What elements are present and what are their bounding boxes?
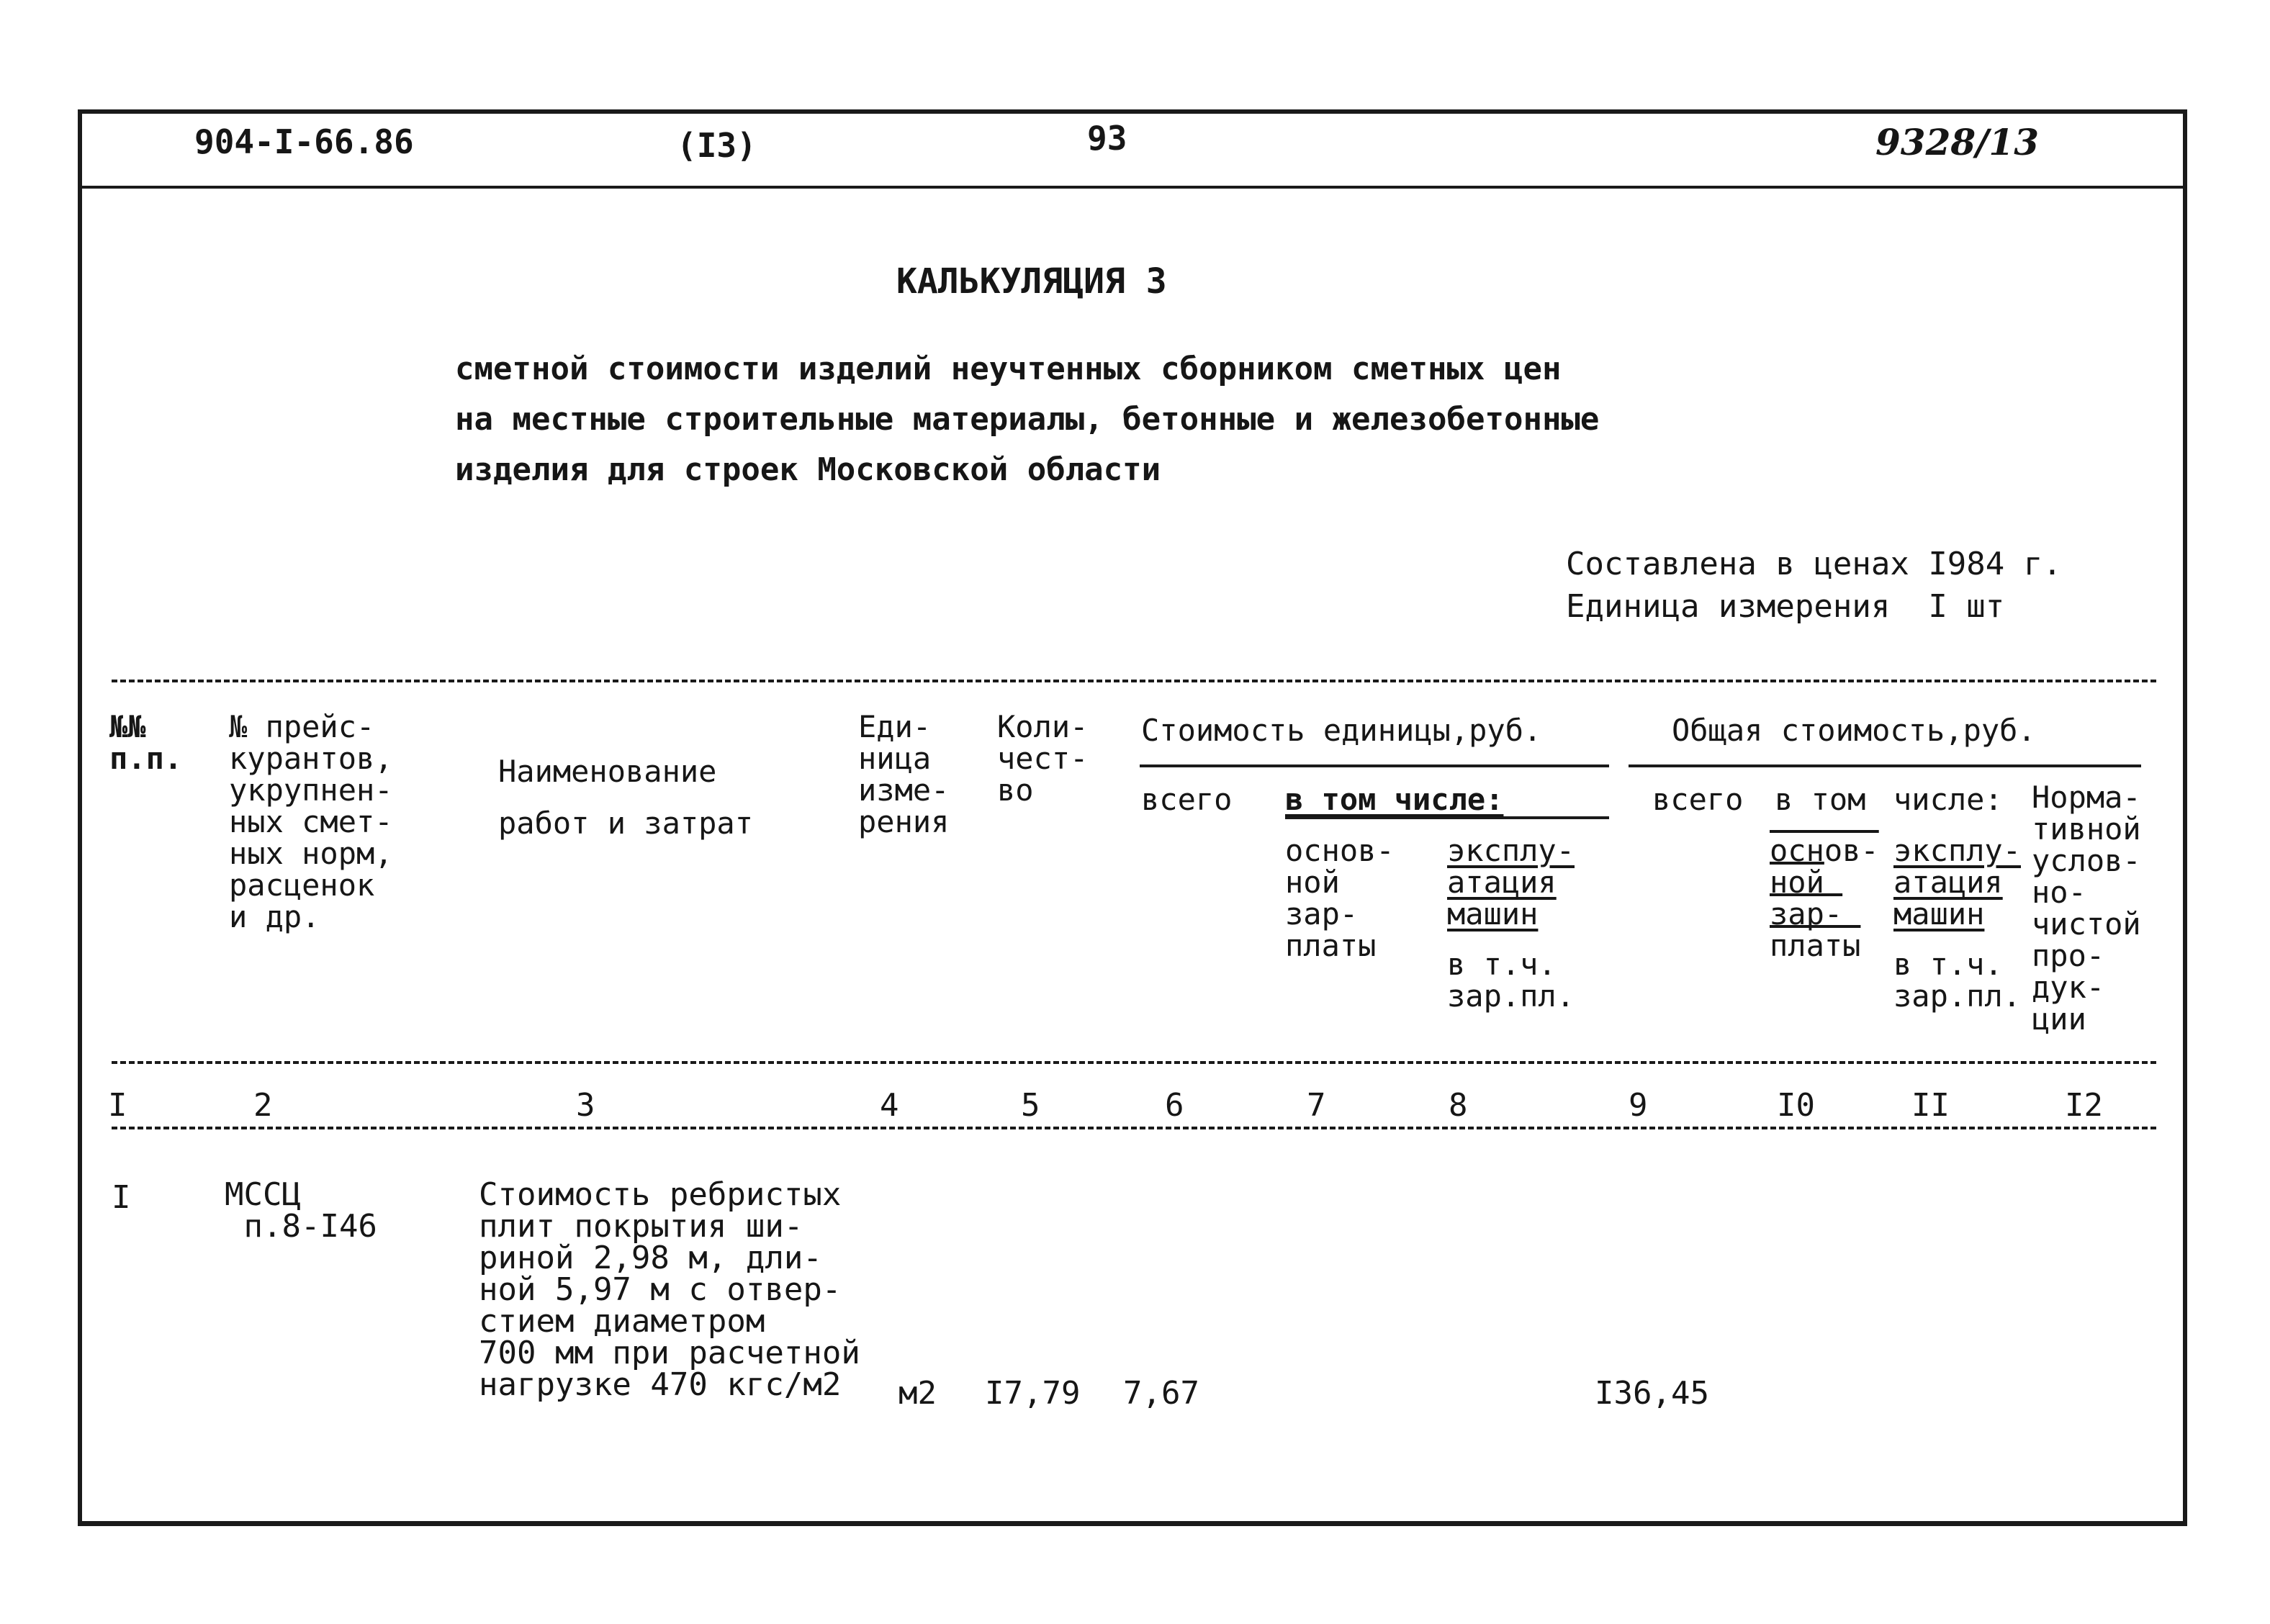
header-price-reference: № прейс- курантов, укрупнен- ных смет- ных норм, расценок и др. xyxy=(229,709,393,934)
column-number-6: 6 xyxy=(1165,1087,1184,1124)
inventory-number: 9328/13 xyxy=(1875,121,2040,163)
header-unit-cost-group: Стоимость единицы,руб. xyxy=(1141,713,1542,748)
document-code: 904-I-66.86 xyxy=(194,122,414,161)
row-1-number: I xyxy=(112,1179,131,1216)
header-row-number: №№ п.п. xyxy=(109,709,183,776)
sheet-reference: (I3) xyxy=(677,126,757,165)
row-1-grand-total: I36,45 xyxy=(1595,1375,1709,1412)
unit-cost-group-rule xyxy=(1140,764,1609,767)
column-number-8: 8 xyxy=(1449,1087,1468,1124)
document-frame xyxy=(78,109,2187,1526)
header-unit-base-wages: основ- ной зар- платы xyxy=(1285,833,1395,963)
header-bottom-rule xyxy=(112,1061,2156,1064)
column-number-11: II xyxy=(1911,1087,1950,1124)
header-quantity: Коли- чест- во xyxy=(997,709,1089,808)
column-number-3: 3 xyxy=(576,1087,595,1124)
column-number-12: I2 xyxy=(2065,1087,2103,1124)
header-unit-machines: эксплу- атация машин xyxy=(1447,833,1575,931)
document-description: сметной стоимости изделий неучтенных сборником сметных цен на местные строительные материалы, бетонные и железобетонные изделия для строек Московской области xyxy=(455,351,1600,488)
row-1-unit-total: 7,67 xyxy=(1123,1375,1199,1412)
header-unit-including: в том числе: xyxy=(1285,782,1504,817)
row-1-quantity: I7,79 xyxy=(985,1375,1081,1412)
header-unit-total: всего xyxy=(1141,782,1233,817)
column-number-5: 5 xyxy=(1021,1087,1040,1124)
row-1-work-name: Стоимость ребристых плит покрытия ши- риной 2,98 м, дли- ной 5,97 м с отвер- стием диаметром 700 мм при расчетной нагрузке 470 кгс/м2 xyxy=(479,1176,860,1403)
header-total-cost-group: Общая стоимость,руб. xyxy=(1672,713,2036,748)
header-grand-including-b: числе: xyxy=(1893,782,2003,817)
unit-of-measure: Единица измерения I шт xyxy=(1566,588,2005,625)
header-grand-incl-wages: в т.ч. зар.пл. xyxy=(1893,947,2022,1014)
row-1-unit: м2 xyxy=(898,1375,937,1412)
column-number-2: 2 xyxy=(253,1087,273,1124)
table-top-rule xyxy=(112,680,2156,682)
column-numbers-rule xyxy=(112,1127,2156,1129)
header-grand-including-a: в том xyxy=(1775,782,1866,817)
header-grand-total: всего xyxy=(1652,782,1744,817)
document-title: КАЛЬКУЛЯЦИЯ 3 xyxy=(896,261,1167,302)
column-number-4: 4 xyxy=(880,1087,899,1124)
column-number-1: I xyxy=(108,1087,127,1124)
header-grand-machines: эксплу- атация машин xyxy=(1893,833,2022,931)
column-number-7: 7 xyxy=(1307,1087,1326,1124)
column-number-10: I0 xyxy=(1777,1087,1815,1124)
header-normative-output: Норма- тивной услов- но- чистой про- дук- ции xyxy=(2032,780,2141,1037)
total-cost-group-rule xyxy=(1629,764,2141,767)
page-number: 93 xyxy=(1087,119,1127,158)
column-number-9: 9 xyxy=(1629,1087,1648,1124)
row-1-price-reference: МССЦ п.8-I46 xyxy=(225,1176,377,1245)
header-unit-incl-wages: в т.ч. зар.пл. xyxy=(1447,947,1575,1014)
prices-basis: Составлена в ценах I984 г. xyxy=(1566,546,2062,582)
header-work-name: Наименование работ и затрат xyxy=(498,754,754,841)
header-divider xyxy=(82,186,2183,189)
header-grand-base-wages: основ- ной зар- платы xyxy=(1770,833,1879,963)
header-unit: Еди- ница изме- рения xyxy=(858,709,950,839)
